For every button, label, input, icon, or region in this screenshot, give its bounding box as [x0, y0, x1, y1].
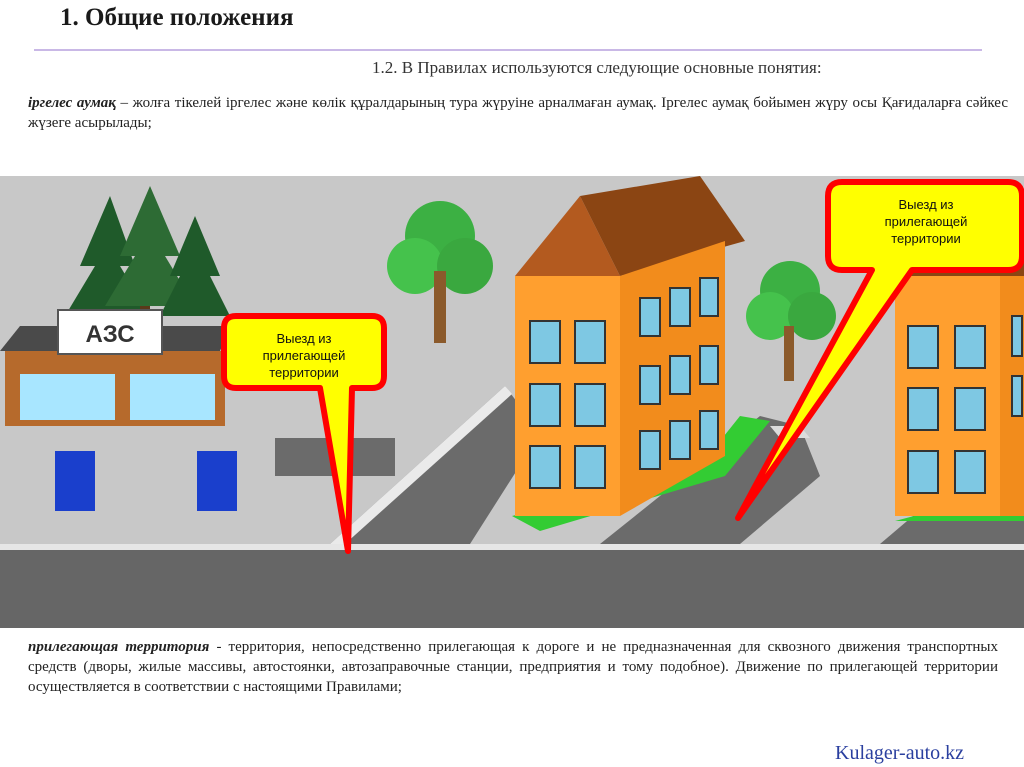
gas-station-sign: АЗС [85, 321, 135, 348]
term-russian: прилегающая территория [28, 639, 210, 655]
slide-subtitle: 1.2. В Правилах используются следующие основные понятия: [372, 58, 822, 77]
callout-right-text: Выезд из прилегающей территории [884, 197, 968, 246]
definition-kazakh [28, 93, 1008, 133]
title-divider [34, 49, 982, 51]
term-kazakh: іргелес аумақ [28, 95, 116, 111]
building-right [895, 246, 1024, 521]
definition-russian-text: - территория, непосредственно прилегающая к дороге и не предназначенная для сквозного движения транспортных средств (дворы, жилые массивы, автостоянки, автозаправочные станции, предприятия и тому подобное). Движение по прилегающей территории осуществляется в соответствии с настоящими Правилами; [28, 639, 999, 695]
definition-kazakh-text: – жолға тікелей іргелес және көлік құралдарының тура жүруіне арналмаған аумақ. Іргелес аумақ бойымен жүру осы Қағидаларға сәйкес жүзеге асырылады; [28, 95, 1008, 131]
callout-left-text: Выезд из прилегающей территории [262, 331, 346, 380]
brand-footer: Kulager-auto.kz [835, 742, 964, 764]
definition-russian [28, 637, 998, 697]
slide-title: 1. Общие положения [60, 4, 294, 31]
